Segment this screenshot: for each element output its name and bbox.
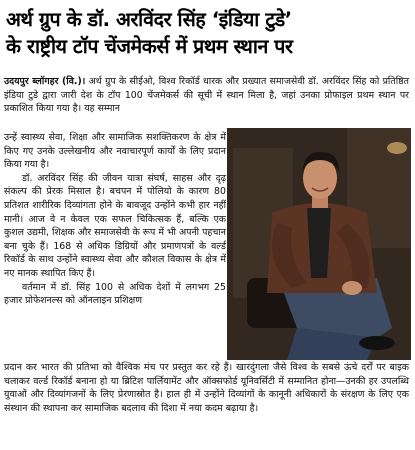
dateline: उदयपुर ब्लॉगहर (वि.)। bbox=[4, 76, 86, 87]
bottom-paragraph bbox=[4, 361, 409, 415]
bottom-text: प्रदान कर भारत की प्रतिभा को वैश्विक मंच पर प्रस्तुत कर रहे हैं। खारदुंगला जैसे विश्व के सबसे ऊंचे दर्रों पर बाइक चलाकर वर्ल्ड रिकॉर्ड बनाना हो या ब्रिटिश पार्लियामेंट और ऑक्सफोर्ड यूनिवर्सिटी में सम्मानित होना—उनकी हर उपलब्धि युवाओं और दिव्यांगजनों के लिए प्रेरणास्रोत है। हाल ही में उन्होंने दिव्यांगों के कानूनी अधिकारों के संरक्षण के लिए एक संस्थान की स्थापना कर सामाजिक बदलाव की दिशा में नया कदम बढ़ाया है। bbox=[4, 362, 409, 414]
headline bbox=[6, 6, 409, 60]
column-paragraph-3: वर्तमान में डॉ. सिंह 100 से अधिक देशों में लगभग 25 हजार प्रोफेशनल्स को ऑनलाइन प्रशिक्षण bbox=[4, 281, 226, 307]
column-paragraph-1: उन्हें स्वास्थ्य सेवा, शिक्षा और सामाजिक सशक्तिकरण के क्षेत्र में किए गए उनके उल्लेखनीय और नवाचारपूर्ण कार्यों के लिए प्रदान किया गया है। bbox=[4, 132, 226, 171]
intro-paragraph bbox=[4, 75, 409, 116]
left-column bbox=[4, 131, 226, 308]
column-paragraph-2: डॉ. अरविंदर सिंह की जीवन यात्रा संघर्ष, साहस और दृढ़ संकल्प की प्रेरक मिसाल है। बचपन में पोलियो के कारण 80 प्रतिशत शारीरिक दिव्यांगता होने के बावजूद उन्होंने कभी हार नहीं मानी। आज वे न केवल एक सफल चिकित्सक हैं, बल्कि एक कुशल उद्यमी, शिक्षक और समाजसेवी के रूप में भी अपनी पहचान बना चुके हैं। 168 से अधिक डिग्रियों और प्रमाणपत्रों के वर्ल्ड रिकॉर्ड के साथ उन्होंने स्वास्थ्य सेवा और कौशल विकास के क्षेत्र में नए मानक स्थापित किए हैं। bbox=[4, 172, 226, 279]
headline-line-2: के राष्ट्रीय टॉप चेंजमेकर्स में प्रथम स्थान पर bbox=[6, 35, 293, 58]
headline-line-1: अर्थ ग्रुप के डॉ. अरविंदर सिंह ‘इंडिया टुडे’ bbox=[6, 8, 292, 31]
portrait-photo bbox=[227, 128, 411, 360]
portrait-illustration bbox=[227, 128, 411, 360]
intro-text: अर्थ ग्रुप के सीईओ, विश्व रिकॉर्ड धारक और प्रख्यात समाजसेवी डॉ. अरविंदर सिंह को प्रतिष्ठित इंडिया टुडे द्वारा जारी देश के टॉप 100 चेंजमेकर्स की सूची में स्थान मिला है, जहां उनका प्रोफाइल प्रथम स्थान पर प्रकाशित किया गया है। यह सम्मान bbox=[4, 76, 409, 115]
